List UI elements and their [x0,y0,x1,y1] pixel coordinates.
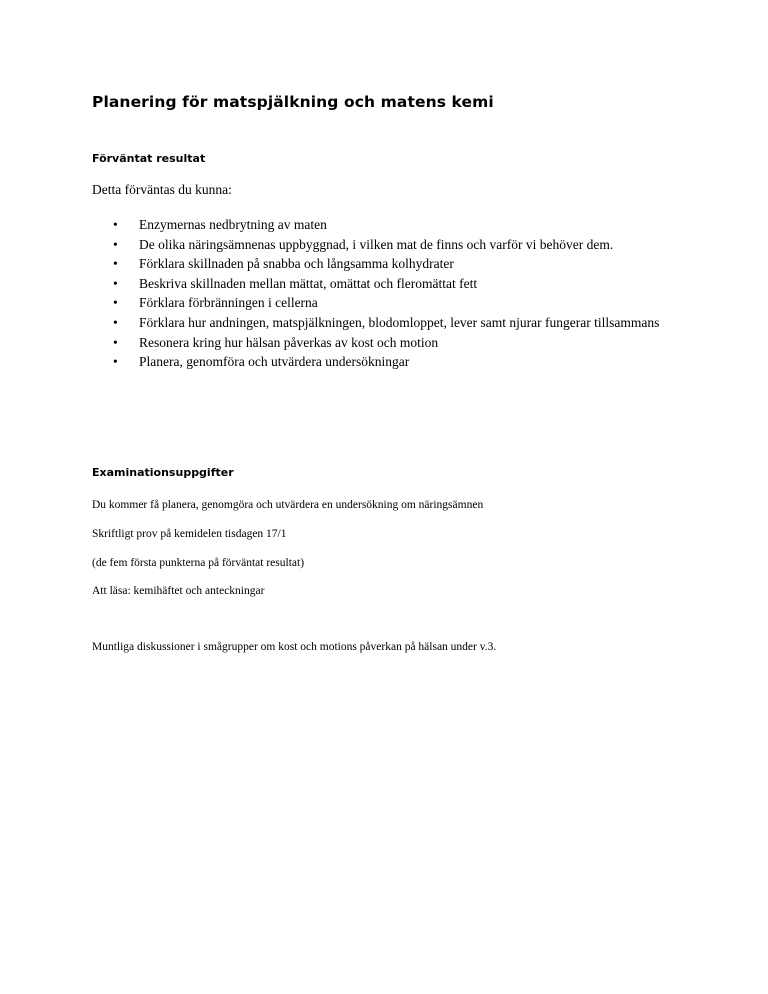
section-intro: Detta förväntas du kunna: [92,182,232,197]
list-item: • Förklara förbränningen i cellerna [92,293,692,313]
section-heading-examination: Examinationsuppgifter [92,466,234,479]
exam-paragraph: Att läsa: kemihäftet och anteckningar [92,585,265,597]
exam-paragraph: Du kommer få planera, genomgöra och utvärdera en undersökning om näringsämnen [92,499,484,511]
exam-paragraph: (de fem första punkterna på förväntat resultat) [92,557,305,569]
list-item: • Förklara skillnaden på snabba och långsamma kolhydrater [92,254,692,274]
goals-list [92,215,692,372]
list-item: • Förklara hur andningen, matspjälkningen, blodomloppet, lever samt njurar fungerar tillsammans [92,313,692,333]
list-item: • Resonera kring hur hälsan påverkas av kost och motion [92,333,692,353]
list-item: • Enzymernas nedbrytning av maten [92,215,692,235]
list-item: • Beskriva skillnaden mellan mättat, omättat och fleromättat fett [92,274,692,294]
document-title: Planering för matspjälkning och matens kemi [92,93,494,111]
exam-paragraph: Muntliga diskussioner i smågrupper om kost och motions påverkan på hälsan under v.3. [92,641,497,653]
section-heading-resultat: Förväntat resultat [92,152,206,165]
exam-paragraph: Skriftligt prov på kemidelen tisdagen 17/1 [92,528,287,540]
list-item: • De olika näringsämnenas uppbyggnad, i vilken mat de finns och varför vi behöver dem. [92,235,692,255]
list-item: • Planera, genomföra och utvärdera undersökningar [92,352,692,372]
